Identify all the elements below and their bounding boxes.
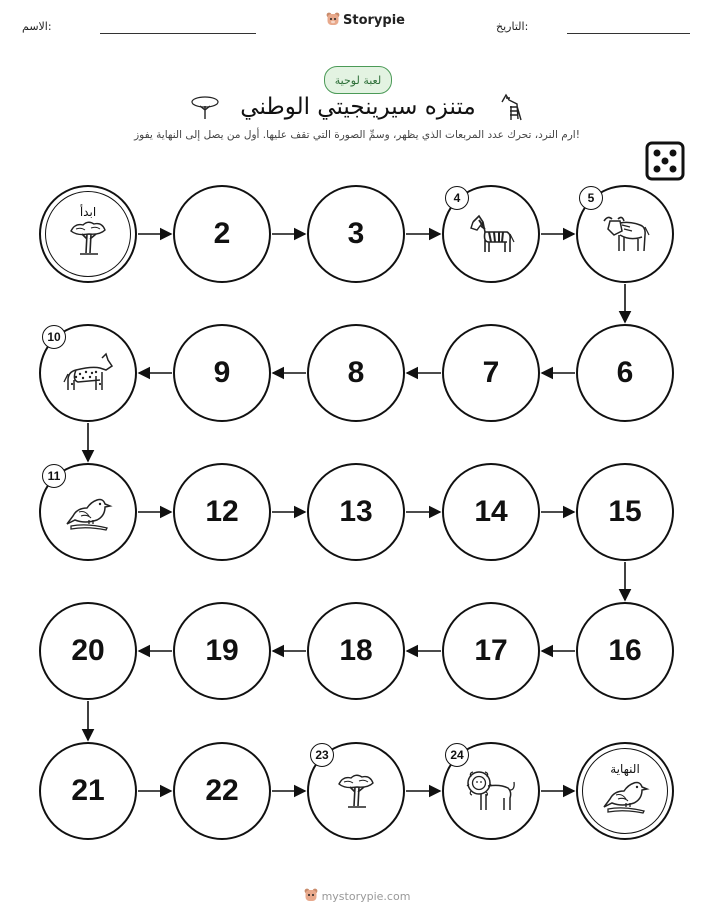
board-space-5[interactable] [576, 185, 674, 283]
board-space-19[interactable] [173, 602, 271, 700]
board-space-9[interactable] [173, 324, 271, 422]
space-number: 7 [482, 356, 500, 389]
board-space-12[interactable] [173, 463, 271, 561]
space-number-tag: 4 [445, 186, 469, 210]
board-space-8[interactable] [307, 324, 405, 422]
instructions: ارم النرد، تحرك عدد المربعات الذي يظهر، وسمِّ الصورة التي تقف عليها. أول من يصل إلى النهاية يفوز! [134, 129, 580, 141]
space-number: 6 [616, 356, 634, 389]
board-game-badge: لعبة لوحية [324, 66, 392, 94]
space-number: 22 [205, 774, 239, 807]
board-space-24[interactable] [442, 742, 540, 840]
board-space-15[interactable] [576, 463, 674, 561]
space-number: 12 [205, 495, 239, 528]
space-number: 16 [608, 634, 642, 667]
bird-icon [63, 490, 113, 538]
zebra-icon [467, 212, 515, 260]
hyena-icon [62, 352, 114, 398]
space-number: 2 [213, 217, 231, 250]
space-number-tag: 23 [310, 743, 334, 767]
footer-site: mystorypie.com [321, 889, 411, 903]
space-number-tag: 5 [579, 186, 603, 210]
space-number-tag: 10 [42, 325, 66, 349]
footer [0, 888, 714, 904]
space-number: 3 [347, 217, 365, 250]
board-space-1[interactable] [39, 185, 137, 283]
name-label: الاسم: [22, 20, 52, 33]
space-number-tag: 11 [42, 464, 66, 488]
board-space-23[interactable] [307, 742, 405, 840]
board-space-3[interactable] [307, 185, 405, 283]
board-space-16[interactable] [576, 602, 674, 700]
space-number: 14 [474, 495, 508, 528]
board-space-20[interactable] [39, 602, 137, 700]
start-label: ابدأ [79, 205, 97, 219]
board-space-6[interactable] [576, 324, 674, 422]
space-number: 9 [213, 356, 231, 389]
board-space-14[interactable] [442, 463, 540, 561]
brand-name: Storypie [343, 12, 405, 28]
date-label: التاريخ: [496, 20, 529, 33]
board-space-13[interactable] [307, 463, 405, 561]
acacia-tree-icon [67, 217, 109, 263]
space-number: 17 [474, 634, 508, 667]
space-number: 15 [608, 495, 642, 528]
board-space-4[interactable] [442, 185, 540, 283]
board-space-25[interactable] [576, 742, 674, 840]
space-number: 21 [71, 774, 105, 807]
board-space-7[interactable] [442, 324, 540, 422]
board-space-18[interactable] [307, 602, 405, 700]
wildebeest-icon [600, 213, 650, 259]
acacia-tree-icon [335, 770, 377, 816]
page-title: متنزه سيرينجيتي الوطني [240, 93, 476, 120]
finish-label: النهاية [610, 762, 640, 776]
board-space-22[interactable] [173, 742, 271, 840]
space-number-tag: 24 [445, 743, 469, 767]
lion-icon [466, 768, 516, 818]
bird-icon [600, 773, 650, 821]
space-number: 19 [205, 634, 239, 667]
board-space-21[interactable] [39, 742, 137, 840]
board-space-2[interactable] [173, 185, 271, 283]
footer-mascot-icon [304, 888, 318, 904]
space-number: 8 [347, 356, 365, 389]
space-number: 13 [339, 495, 373, 528]
board-space-11[interactable] [39, 463, 137, 561]
board-space-10[interactable] [39, 324, 137, 422]
space-number: 20 [71, 634, 105, 667]
space-number: 18 [339, 634, 373, 667]
board-space-17[interactable] [442, 602, 540, 700]
